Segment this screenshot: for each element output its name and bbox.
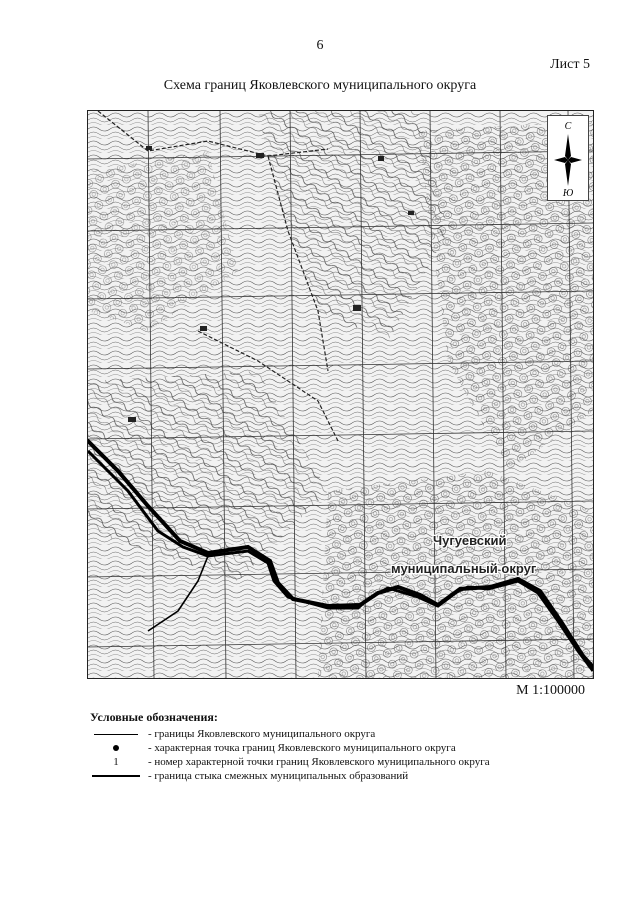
thick-line-icon: [92, 775, 140, 777]
compass-needle-icon: [554, 134, 582, 186]
legend-text-number: - номер характерной точки границ Яковлевского муниципального округа: [148, 756, 490, 768]
legend-title: Условные обозначения:: [90, 710, 218, 724]
compass-south-label: Ю: [562, 188, 574, 199]
topographic-map: [88, 111, 593, 678]
map-scale: М 1:100000: [516, 683, 585, 698]
page-title: Схема границ Яковлевского муниципального округа: [163, 78, 477, 93]
legend: [90, 710, 570, 783]
legend-row-junction: [90, 769, 570, 783]
legend-text-junction: - граница стыка смежных муниципальных образований: [148, 770, 409, 782]
sheet-label: Лист 5: [550, 57, 590, 72]
dot-icon: [113, 745, 119, 751]
legend-text-boundary: - границы Яковлевского муниципального округа: [148, 728, 376, 740]
compass-north-label: С: [564, 121, 572, 132]
map-area: [87, 110, 594, 679]
legend-row-boundary: [90, 727, 570, 741]
compass-rose: [547, 115, 589, 201]
legend-text-point: - характерная точка границ Яковлевского муниципального округа: [148, 742, 456, 754]
thin-line-icon: [94, 734, 138, 735]
page-number: 6: [316, 38, 324, 53]
legend-row-point: [90, 741, 570, 755]
legend-row-number: [90, 755, 570, 769]
region-label-line1: Чугуевский: [433, 533, 507, 548]
region-label-line2: муниципальный округ: [391, 561, 537, 576]
point-number-sample: 1: [113, 756, 119, 768]
